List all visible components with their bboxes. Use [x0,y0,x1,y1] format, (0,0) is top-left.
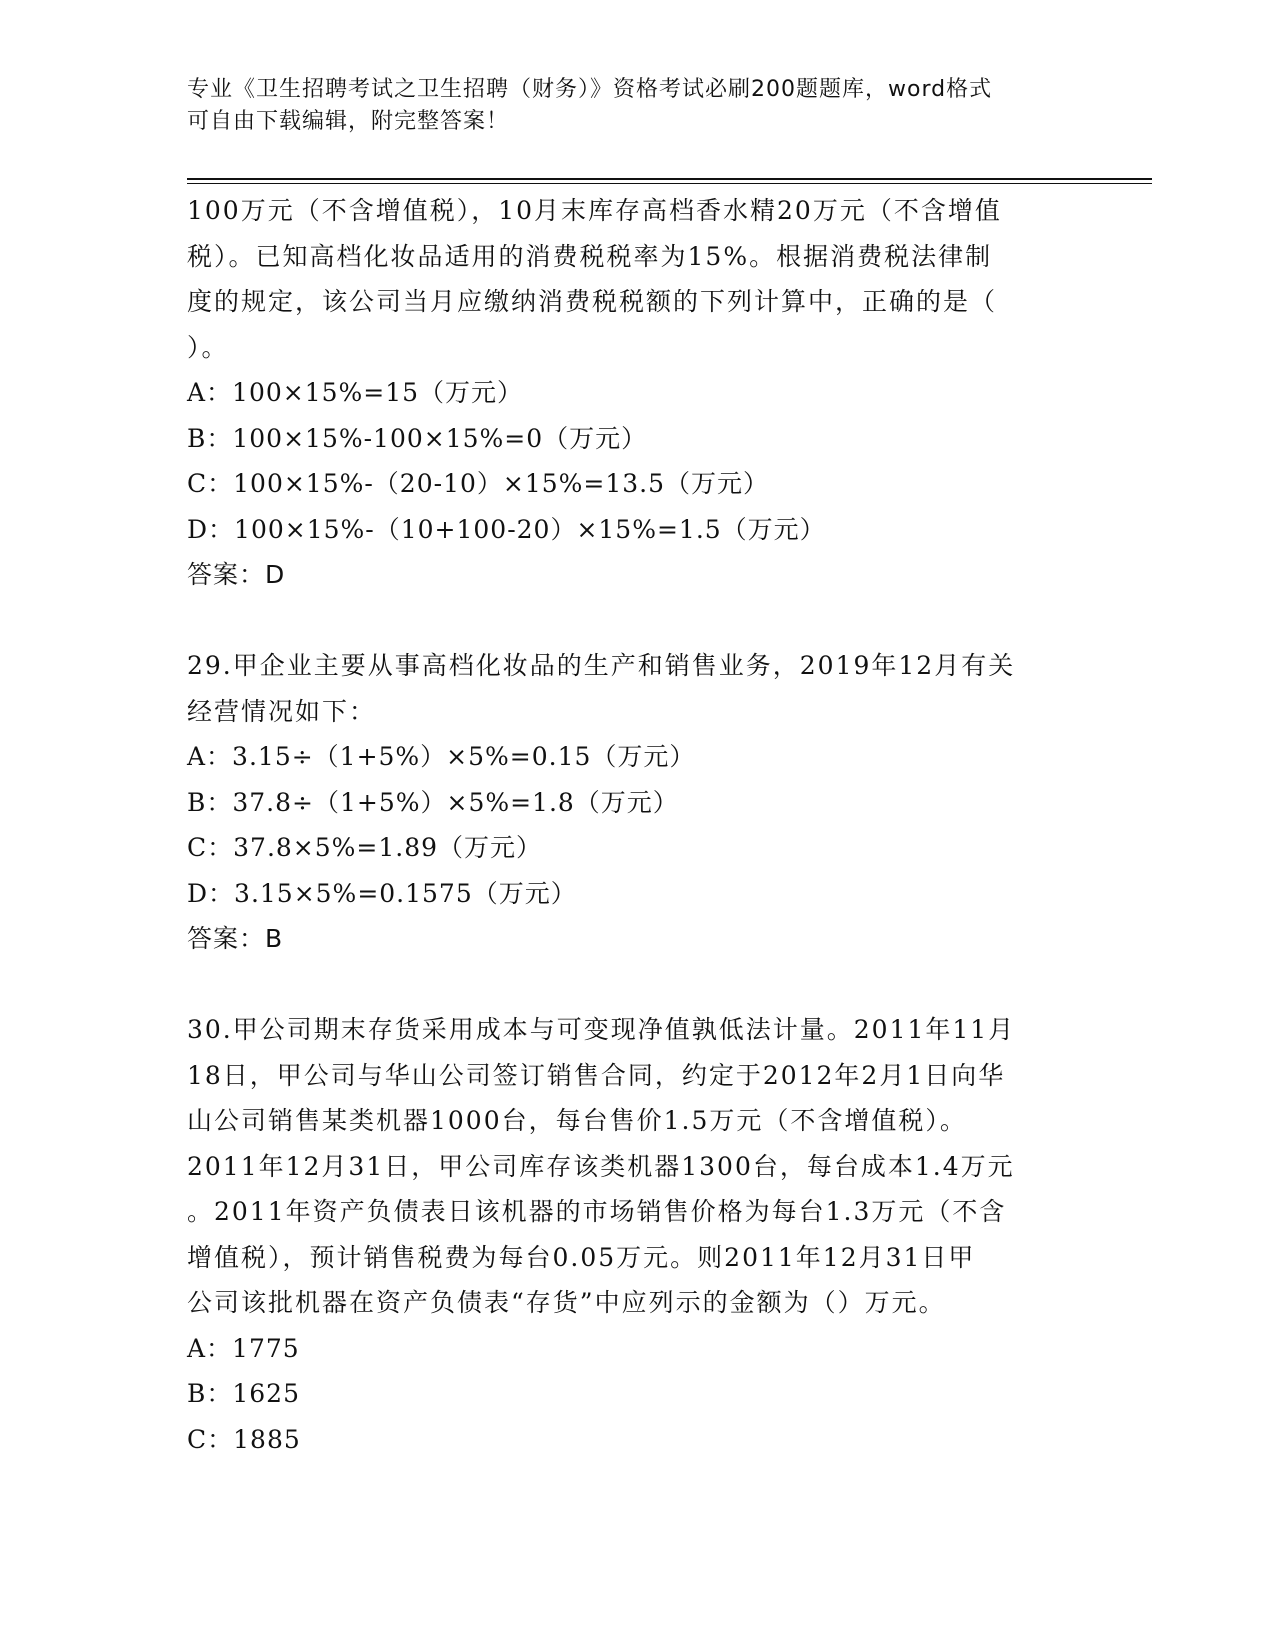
question-stem-line: 增值税），预计销售税费为每台0.05万元。则2011年12月31日甲 [187,1242,976,1272]
option-b: B：37.8÷（1+5%）×5%=1.8（万元） [187,787,679,817]
question-stem-line: 100万元（不含增值税），10月末库存高档香水精20万元（不含增值 [187,196,1002,225]
answer-label: 答案：B [187,924,284,953]
header-divider-thin [187,183,1152,184]
option-a: A：1775 [187,1333,300,1363]
option-c: C：100×15%-（20-10）×15%=13.5（万元） [187,469,770,498]
option-c: C：37.8×5%=1.89（万元） [187,833,543,862]
option-b: B：1625 [187,1379,300,1408]
option-a: A：100×15%=15（万元） [187,378,524,407]
question-stem-line: ）。 [187,332,229,362]
question-spacer [187,598,1087,644]
document-body [187,188,1087,1462]
header-title-line-2: 可自由下载编辑，附完整答案！ [187,109,510,134]
question-stem-line: 税）。已知高档化妆品适用的消费税税率为15%。根据消费税法律制 [187,241,993,271]
question-stem-line: 18日，甲公司与华山公司签订销售合同，约定于2012年2月1日向华 [187,1060,1006,1090]
question-stem-line: 山公司销售某类机器1000台，每台售价1.5万元（不含增值税）。 [187,1106,967,1135]
header-divider-thick [187,178,1152,180]
question-spacer [187,962,1087,1008]
question-30 [187,1007,1087,1462]
question-stem-line: 度的规定，该公司当月应缴纳消费税税额的下列计算中，正确的是（ [187,287,998,316]
question-stem-line: 2011年12月31日，甲公司库存该类机器1300台，每台成本1.4万元 [187,1151,1015,1181]
option-d: D：100×15%-（10+100-20）×15%=1.5（万元） [187,514,826,544]
question-stem-line: 公司该批机器在资产负债表“存货”中应列示的金额为（）万元。 [187,1288,946,1317]
option-c: C：1885 [187,1424,301,1454]
question-29 [187,643,1087,962]
document-header [187,74,1087,138]
answer-label: 答案：D [187,560,286,589]
option-a: A：3.15÷（1+5%）×5%=0.15（万元） [187,742,696,771]
header-title-line-1: 专业《卫生招聘考试之卫生招聘（财务）》资格考试必刷200题题库，word格式 [187,77,993,102]
option-d: D：3.15×5%=0.1575（万元） [187,878,577,908]
option-b: B：100×15%-100×15%=0（万元） [187,423,648,453]
question-stem-line: 经营情况如下： [187,696,377,726]
question-stem-line: 。2011年资产负债表日该机器的市场销售价格为每台1.3万元（不含 [187,1197,1007,1226]
question-28 [187,188,1087,598]
question-stem-line: 30.甲公司期末存货采用成本与可变现净值孰低法计量。2011年11月 [187,1015,1016,1044]
question-stem-line: 29.甲企业主要从事高档化妆品的生产和销售业务，2019年12月有关 [187,651,1016,680]
